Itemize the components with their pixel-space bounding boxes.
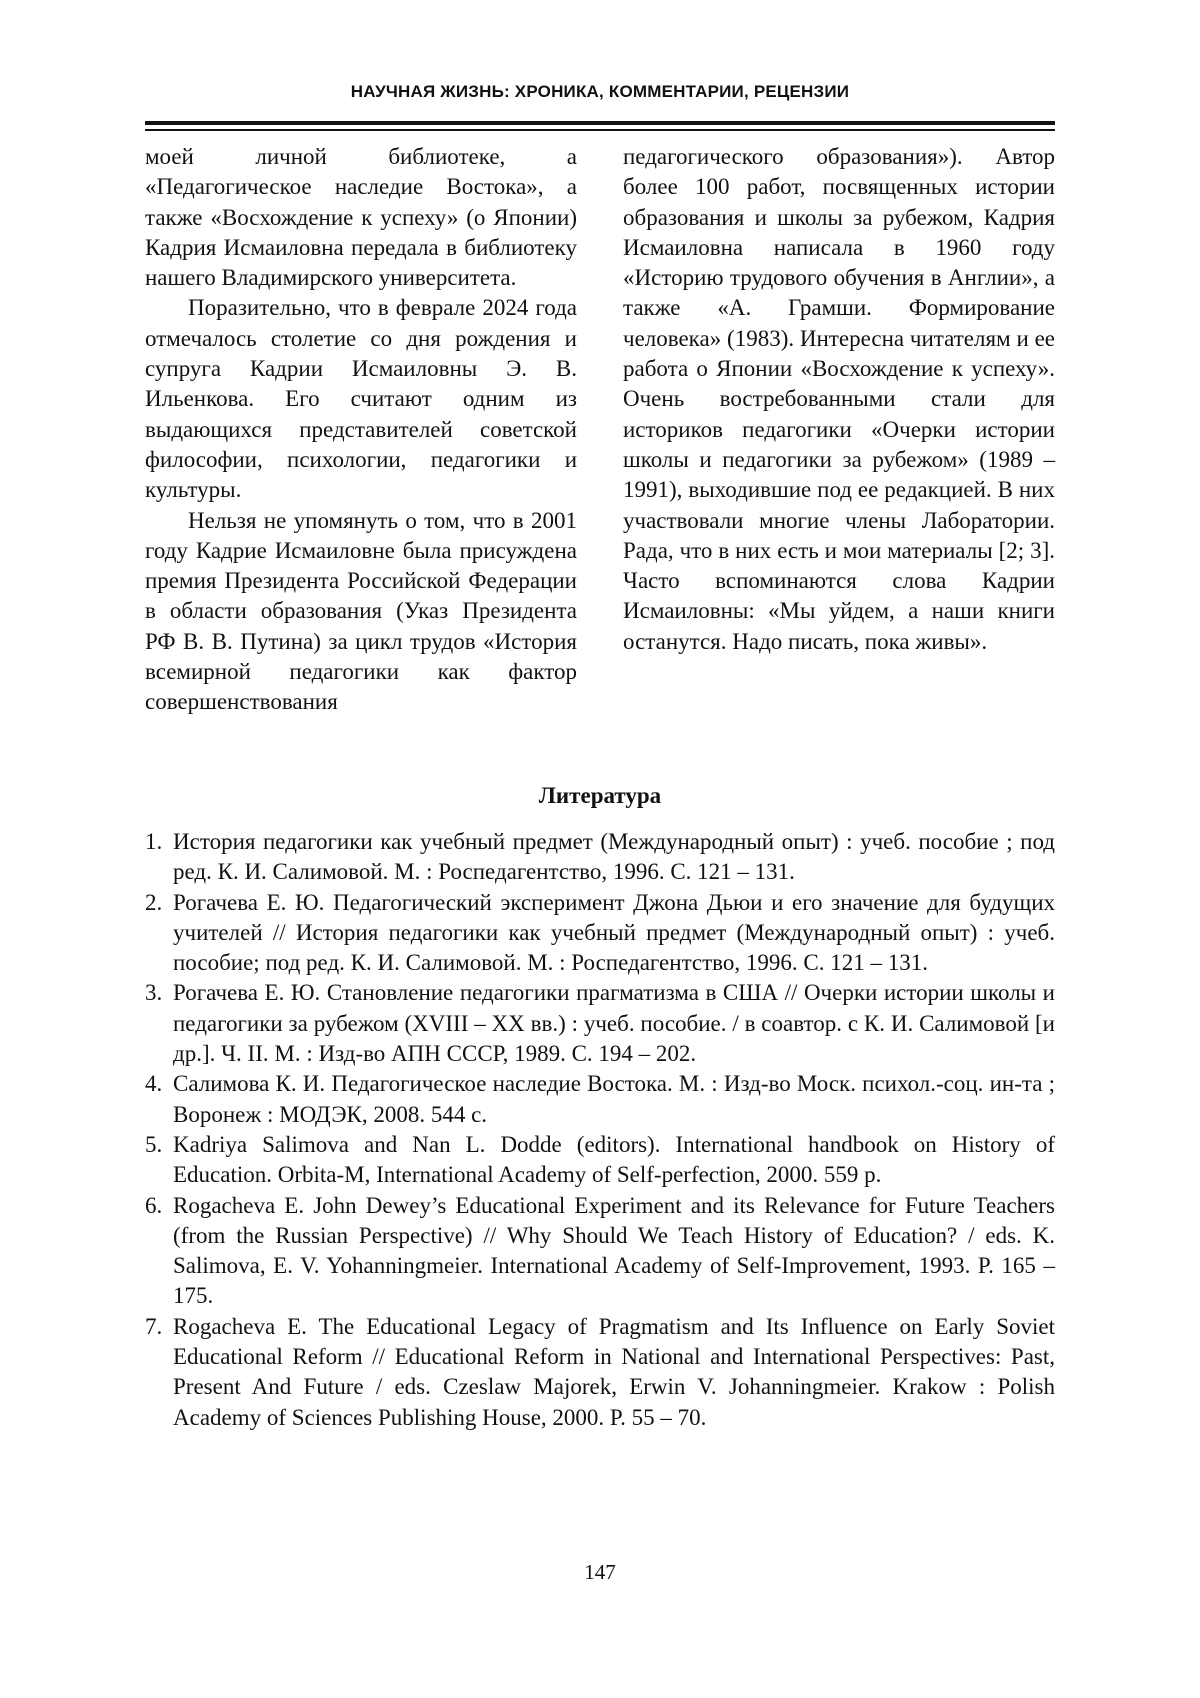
reference-item (145, 1312, 1055, 1433)
reference-item (145, 978, 1055, 1069)
reference-number: 1. (145, 829, 163, 854)
paragraph: Нельзя не упомянуть о том, что в 2001 году Кадрие Исмаиловне была присуждена премия Президента Российской Федерации в области образования (Указ Президента РФ В. В. Путина) за цикл трудов «История всемирной педагогики как фактор совершенствования (145, 507, 577, 715)
reference-text: Kadriya Salimova and Nan L. Dodde (editors). International handbook on History of Education. Orbita-M, International Academy of Self-perfection, 2000. 559 p. (173, 1131, 1055, 1188)
reference-item (145, 1130, 1055, 1191)
running-header: НАУЧНАЯ ЖИЗНЬ: ХРОНИКА, КОММЕНТАРИИ, РЕЦЕНЗИИ (350, 82, 850, 101)
paragraph: Поразительно, что в феврале 2024 года отмечалось столетие со дня рождения и супруга Кадрии Исмаиловны Э. В. Ильенкова. Его считают одним из выдающихся представителей советской философии, психологии, педагогики и культуры. (145, 295, 577, 503)
reference-text: Рогачева Е. Ю. Становление педагогики прагматизма в США // Очерки истории школы и педагогики за рубежом (XVIII – XX вв.) : учеб. пособие. / в соавтор. с К. И. Салимовой [и др.]. Ч. II. М. : Изд-во АПН СССР, 1989. С. 194 – 202. (173, 980, 1055, 1067)
reference-text: Рогачева Е. Ю. Педагогический эксперимент Джона Дьюи и его значение для будущих учителей // История педагогики как учебный предмет (Международный опыт) : учеб. пособие; под ред. К. И. Салимовой. М. : Роспедагентство, 1996. С. 121 – 131. (173, 889, 1055, 976)
reference-item (145, 1069, 1055, 1130)
reference-text: Rogacheva E. The Educational Legacy of Pragmatism and Its Influence on Early Soviet Educational Reform // Educational Reform in National and International Perspectives: Past, Present And Future / eds. Czeslaw Majorek, Erwin V. Johanningmeier. Krakow : Polish Academy of Sciences Publishing House, 2000. P. 55 – 70. (173, 1313, 1055, 1430)
reference-number: 5. (145, 1131, 163, 1157)
header-rule-thin (145, 129, 1055, 131)
header-rule-thick (145, 121, 1055, 125)
reference-text: История педагогики как учебный предмет (Международный опыт) : учеб. пособие ; под ред. К. И. Салимовой. М. : Роспедагентство, 1996. С. 121 – 131. (173, 829, 1055, 885)
reference-item (145, 888, 1055, 979)
reference-text: Салимова К. И. Педагогическое наследие Востока. М. : Изд-во Моск. психол.-соц. ин-та ; Воронеж : МОДЭК, 2008. 544 с. (173, 1071, 1055, 1127)
page-number: 147 (584, 1560, 616, 1584)
reference-item (145, 1191, 1055, 1312)
reference-number: 3. (145, 980, 163, 1006)
reference-number: 6. (145, 1192, 163, 1218)
reference-number: 4. (145, 1071, 163, 1097)
references-heading: Литература (538, 783, 662, 808)
reference-number: 2. (145, 889, 163, 915)
reference-item (145, 827, 1055, 888)
paragraph: моей личной библиотеке, а «Педагогическое наследие Востока», а также «Восхождение к успеху» (о Японии) Кадрия Исмаиловна передала в библиотеку нашего Владимирского университета. (145, 144, 577, 291)
right-column (623, 142, 1055, 657)
paragraph: педагогического образования»). Автор более 100 работ, посвященных истории образования и школы за рубежом, Кадрия Исмаиловна написала в 1960 году «Историю трудового обучения в Англии», а также «А. Грамши. Формирование человека» (1983). Интересна читателям и ее работа о Японии «Восхождение к успеху». Очень востребованными стали для историков педагогики «Очерки истории школы и педагогики за рубежом» (1989 – 1991), выходившие под ее редакцией. В них участвовали многие члены Лаборатории. Рада, что в них есть и мои материалы [2; 3]. Часто вспоминаются слова Кадрии Исмаиловны: «Мы уйдем, а наши книги останутся. Надо писать, пока живы». (623, 144, 1055, 654)
references-list (145, 827, 1055, 1433)
reference-text: Rogacheva E. John Dewey’s Educational Experiment and its Relevance for Future Teachers (from the Russian Perspective) // Why Should We Teach History of Education? / eds. K. Salimova, E. V. Yohanningmeier. International Academy of Self-Improvement, 1993. P. 165 – 175. (173, 1192, 1055, 1309)
reference-number: 7. (145, 1313, 163, 1339)
left-column (145, 142, 577, 718)
